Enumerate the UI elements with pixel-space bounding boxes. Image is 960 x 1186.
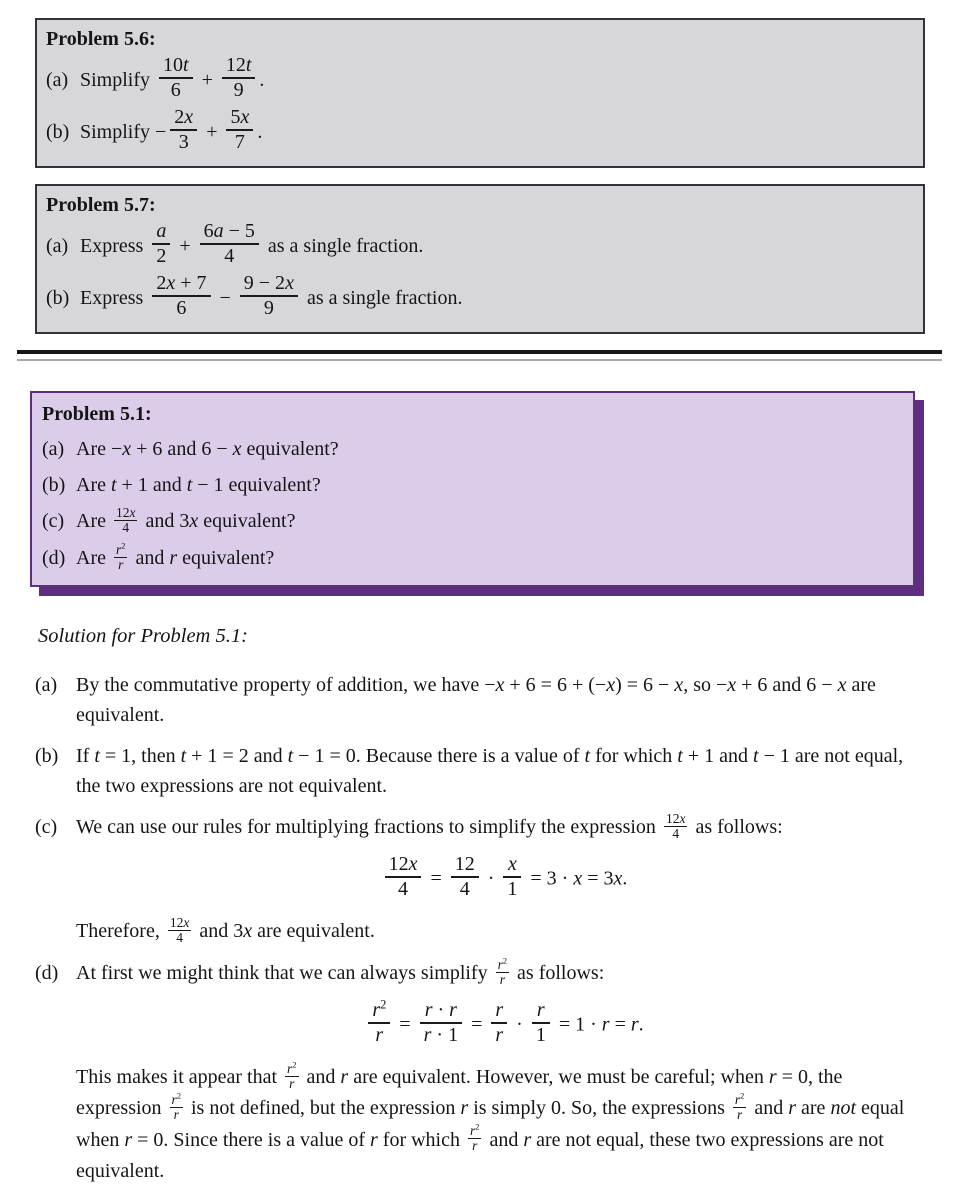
- text-run: +: [201, 120, 223, 143]
- text-run: r: [470, 1123, 476, 1139]
- fraction-numerator: [114, 543, 127, 557]
- text-run: r: [169, 547, 178, 570]
- fraction-numerator: [240, 272, 298, 295]
- part-label: (a): [35, 674, 58, 697]
- fraction-numerator: [114, 506, 138, 520]
- fraction-numerator: [468, 1124, 481, 1138]
- text-run: 5: [230, 106, 241, 128]
- text-run: − 1 are not equal, the two expressions are not equivalent.: [76, 745, 904, 798]
- text-run: 12: [665, 810, 680, 826]
- item-text: [76, 474, 321, 496]
- fraction-numerator: [451, 853, 479, 876]
- text-run: x: [285, 272, 294, 294]
- text-run: r: [124, 1128, 133, 1151]
- fraction-denominator: [114, 520, 138, 535]
- text-run: r: [460, 1097, 469, 1120]
- text-run: t: [183, 54, 189, 76]
- text-run: x: [183, 914, 190, 930]
- fraction: [240, 272, 298, 320]
- text-run: and: [130, 547, 170, 570]
- text-run: + 6 = 6 + (−: [504, 674, 607, 697]
- text-run: t: [110, 474, 117, 496]
- text-run: If: [76, 745, 95, 768]
- text-run: 4: [459, 878, 470, 901]
- text-run: −: [214, 286, 236, 309]
- part-text: [76, 812, 932, 843]
- fraction-numerator: [226, 106, 253, 129]
- text-run: r: [523, 1128, 532, 1151]
- text-run: and 3: [194, 920, 244, 943]
- text-run: x: [613, 867, 623, 890]
- fraction: [451, 853, 479, 901]
- fraction: [114, 543, 127, 572]
- text-run: = 1, then: [99, 745, 181, 768]
- item-label: (d): [42, 547, 66, 570]
- text-run: 10: [163, 54, 184, 76]
- text-run: = 1 ·: [553, 1013, 602, 1036]
- fraction: [226, 106, 253, 154]
- fraction-numerator: [503, 853, 521, 876]
- fraction-denominator: [226, 129, 253, 154]
- text-run: 2: [475, 1122, 480, 1132]
- text-run: x: [240, 106, 250, 128]
- fraction-numerator: [733, 1093, 746, 1107]
- text-run: x: [129, 504, 136, 520]
- part-text: [76, 741, 932, 801]
- text-run: x: [166, 272, 176, 294]
- text-run: x: [184, 106, 194, 128]
- problem-5-1-item-a: [42, 434, 901, 464]
- text-run: 9: [233, 79, 244, 101]
- problem-5-6-item-a: [46, 54, 911, 105]
- fraction-numerator: [152, 220, 170, 243]
- text-run: .: [257, 120, 263, 143]
- text-run: t: [584, 745, 591, 768]
- text-run: a: [156, 220, 167, 242]
- text-run: 7: [234, 131, 245, 153]
- text-run: r: [340, 1066, 349, 1089]
- text-run: 6: [203, 220, 214, 242]
- fraction-numerator: [385, 853, 422, 876]
- text-run: 12: [388, 853, 409, 876]
- text-run: as a single fraction.: [262, 234, 424, 257]
- fraction-numerator: [222, 54, 256, 77]
- text-run: r: [424, 999, 433, 1022]
- text-run: 12: [169, 914, 184, 930]
- fraction: [170, 106, 197, 154]
- text-run: is not defined, but the expression: [186, 1097, 461, 1120]
- text-run: 9: [263, 297, 274, 319]
- solution-part-b: [35, 741, 932, 801]
- text-run: x: [573, 867, 583, 890]
- text-run: 4: [122, 519, 130, 535]
- problem-5-1-title: Problem 5.1:: [42, 403, 152, 425]
- text-run: 12: [115, 504, 130, 520]
- text-run: Are: [76, 474, 111, 496]
- text-run: 12: [454, 853, 475, 876]
- text-run: = 0, the expression: [76, 1066, 843, 1120]
- section-divider: [17, 350, 942, 361]
- text-run: r: [372, 999, 381, 1022]
- fraction-numerator: [170, 106, 197, 129]
- fraction-denominator: [200, 243, 259, 268]
- fraction-numerator: [420, 999, 462, 1022]
- text-run: r: [423, 1024, 432, 1047]
- text-run: Express: [80, 286, 149, 309]
- text-run: and: [749, 1097, 789, 1120]
- equation-r-squared-over-r: [76, 997, 932, 1050]
- text-run: r: [495, 999, 504, 1022]
- fraction: [152, 220, 170, 268]
- fraction-denominator: [496, 972, 509, 987]
- text-run: t: [94, 745, 100, 768]
- text-run: Express: [80, 234, 149, 257]
- text-run: 2: [380, 997, 387, 1012]
- text-run: 1: [535, 1024, 546, 1047]
- text-run: not: [830, 1097, 856, 1120]
- fraction-denominator: [168, 930, 192, 945]
- text-run: 2: [156, 272, 167, 294]
- item-text: [80, 106, 263, 153]
- fraction-numerator: [159, 54, 193, 77]
- fraction-numerator: [152, 272, 210, 295]
- text-run: for which: [377, 1128, 465, 1151]
- problem-5-7-item-b: [46, 272, 911, 323]
- item-text: [80, 54, 265, 101]
- text-run: = 0. Since there is a value of: [132, 1128, 370, 1151]
- solution-heading: Solution for Problem 5.1:: [38, 625, 248, 648]
- text-run: − 1 equivalent?: [192, 474, 321, 496]
- item-label: (b): [46, 120, 70, 143]
- text-run: − 5: [223, 220, 255, 242]
- text-run: equivalent?: [198, 510, 296, 532]
- equation-12x-over-4: [76, 853, 932, 904]
- text-run: for which: [590, 745, 678, 768]
- text-run: 2: [121, 541, 126, 551]
- text-run: + 1 and: [116, 474, 187, 496]
- text-run: =: [425, 867, 447, 890]
- fraction-numerator: [168, 916, 192, 930]
- text-run: 9 − 2: [243, 272, 286, 294]
- text-run: r: [536, 999, 545, 1022]
- problem-box-5-7: [35, 184, 925, 334]
- text-run: 2: [174, 106, 185, 128]
- text-run: =: [609, 1013, 631, 1036]
- problem-box-5-6: [35, 18, 925, 168]
- text-run: x: [495, 674, 505, 697]
- text-run: t: [677, 745, 683, 768]
- text-run: 2: [156, 245, 167, 267]
- text-run: 2: [292, 1060, 297, 1070]
- fraction: [420, 999, 462, 1047]
- text-run: and: [301, 1066, 341, 1089]
- problem-5-7-item-a: [46, 220, 911, 271]
- text-run: Therefore,: [76, 920, 165, 943]
- text-run: 4: [176, 930, 183, 946]
- text-run: and 3: [140, 510, 190, 532]
- text-run: r: [736, 1107, 743, 1123]
- text-run: r: [497, 957, 503, 973]
- text-run: By the commutative property of addition, we have −: [76, 674, 496, 697]
- solution-part-d: [35, 958, 932, 1185]
- text-run: are equivalent. However, we must be careful; when: [348, 1066, 769, 1089]
- item-text: [80, 272, 463, 319]
- text-run: x: [837, 674, 847, 697]
- item-text: [76, 504, 296, 535]
- text-run: +: [174, 234, 196, 257]
- text-run: equivalent?: [241, 438, 339, 460]
- part-label: (c): [35, 816, 58, 839]
- text-run: Simplify: [80, 68, 156, 91]
- text-run: = 3: [582, 867, 614, 890]
- text-run: ) = 6 −: [615, 674, 675, 697]
- item-label: (a): [42, 438, 65, 460]
- text-run: · 1: [431, 1024, 459, 1047]
- text-run: as follows:: [690, 816, 783, 839]
- text-run: 2: [502, 956, 508, 966]
- text-run: .: [622, 867, 628, 890]
- problem-box-5-1: [30, 391, 915, 587]
- text-run: are not equal, these two expressions are not equivalent.: [76, 1128, 884, 1182]
- text-run: x: [408, 853, 418, 876]
- fraction-denominator: [152, 243, 170, 268]
- fraction-denominator: [285, 1076, 298, 1091]
- text-run: r: [630, 1013, 639, 1036]
- fraction-denominator: [468, 1138, 481, 1153]
- text-run: x: [232, 438, 242, 460]
- text-run: + 1 = 2 and: [186, 745, 288, 768]
- fraction: [285, 1062, 298, 1091]
- item-label: (c): [42, 510, 65, 532]
- text-run: t: [186, 474, 193, 496]
- fraction-numerator: [496, 958, 509, 972]
- fraction-denominator: [159, 77, 193, 102]
- fraction-denominator: [170, 1107, 183, 1122]
- text-run: 2: [740, 1091, 745, 1101]
- problem-5-1-item-d: [42, 543, 901, 574]
- text-run: x: [189, 510, 199, 532]
- fraction: [368, 999, 390, 1047]
- item-text: [76, 541, 275, 572]
- text-run: 4: [224, 245, 235, 267]
- text-run: equivalent?: [177, 547, 275, 570]
- problem-5-1-item-b: [42, 470, 901, 500]
- text-run: Are: [76, 547, 111, 570]
- text-run: .: [638, 1013, 644, 1036]
- fraction-denominator: [451, 876, 479, 901]
- part-label: (d): [35, 962, 59, 985]
- fraction-numerator: [170, 1093, 183, 1107]
- text-run: , so −: [683, 674, 728, 697]
- text-run: r: [173, 1107, 179, 1123]
- problem-5-1-item-c: [42, 506, 901, 537]
- text-run: − 1 = 0. Because there is a value of: [293, 745, 585, 768]
- text-run: r: [289, 1076, 295, 1092]
- text-run: x: [507, 853, 517, 876]
- text-run: ·: [432, 999, 450, 1022]
- fraction: [152, 272, 210, 320]
- fraction: [200, 220, 259, 268]
- solution-part-a: [35, 670, 932, 730]
- problem-5-6-title: Problem 5.6:: [46, 28, 156, 50]
- fraction-denominator: [733, 1107, 746, 1122]
- part-text: [76, 958, 932, 989]
- fraction: [385, 853, 422, 901]
- text-run: x: [727, 674, 737, 697]
- text-run: a: [213, 220, 224, 242]
- text-run: =: [394, 1013, 416, 1036]
- text-run: r: [375, 1024, 384, 1047]
- text-run: r: [734, 1092, 741, 1108]
- text-run: + 1 and: [682, 745, 754, 768]
- text-run: 6: [170, 79, 181, 101]
- fraction-numerator: [664, 812, 688, 826]
- fraction: [503, 853, 521, 901]
- text-run: equal when: [76, 1097, 905, 1151]
- fraction-denominator: [240, 295, 298, 320]
- text-run: x: [606, 674, 616, 697]
- text-run: +: [196, 68, 218, 91]
- solution-part-c: [35, 812, 932, 947]
- fraction: [491, 999, 507, 1047]
- text-run: r: [768, 1066, 777, 1089]
- text-run: are equivalent.: [252, 920, 375, 943]
- text-run: r: [495, 1024, 504, 1047]
- text-run: 3: [178, 131, 189, 153]
- text-run: .: [259, 68, 265, 91]
- fraction-denominator: [491, 1022, 507, 1047]
- fraction: [496, 958, 509, 987]
- part-conclusion: [76, 916, 932, 947]
- item-label: (b): [46, 286, 70, 309]
- textbook-page: [0, 18, 960, 1182]
- fraction-numerator: [285, 1062, 298, 1076]
- fraction-denominator: [222, 77, 256, 102]
- text-run: r: [472, 1138, 478, 1154]
- text-run: ·: [511, 1013, 528, 1036]
- fraction-numerator: [368, 999, 390, 1022]
- fraction-numerator: [200, 220, 259, 243]
- fraction-denominator: [368, 1022, 390, 1047]
- fraction: [664, 812, 688, 841]
- text-run: r: [788, 1097, 797, 1120]
- text-run: We can use our rules for multiplying fractions to simplify the expression: [76, 816, 661, 839]
- text-run: x: [679, 810, 686, 826]
- fraction: [170, 1093, 183, 1122]
- text-run: r: [171, 1092, 177, 1108]
- text-run: r: [370, 1128, 378, 1151]
- text-run: t: [245, 54, 252, 76]
- fraction-denominator: [152, 295, 210, 320]
- text-run: are: [796, 1097, 831, 1120]
- fraction-denominator: [170, 129, 197, 154]
- fraction-denominator: [385, 876, 422, 901]
- text-run: Are: [76, 510, 111, 532]
- fraction-denominator: [532, 1022, 550, 1047]
- text-run: 4: [398, 878, 408, 901]
- text-run: =: [466, 1013, 488, 1036]
- text-run: 2: [176, 1091, 181, 1101]
- fraction: [222, 54, 256, 102]
- text-run: r: [115, 541, 122, 557]
- item-label: (a): [46, 68, 69, 91]
- part-conclusion: [76, 1062, 932, 1185]
- text-run: t: [753, 745, 759, 768]
- fraction-denominator: [420, 1022, 462, 1047]
- text-run: This makes it appear that: [76, 1066, 283, 1089]
- text-run: r: [601, 1013, 610, 1036]
- text-run: r: [287, 1061, 293, 1077]
- text-run: 4: [672, 826, 680, 842]
- divider-thick-line: [17, 350, 942, 354]
- text-run: ·: [482, 867, 500, 890]
- text-run: + 7: [175, 272, 207, 294]
- text-run: = 3 ·: [525, 867, 574, 890]
- part-text: [76, 670, 932, 730]
- fraction-numerator: [491, 999, 507, 1022]
- text-run: t: [180, 745, 187, 768]
- text-run: x: [674, 674, 684, 697]
- text-run: is simply 0. So, the expressions: [468, 1097, 730, 1120]
- fraction: [532, 999, 550, 1047]
- text-run: At first we might think that we can always simplify: [76, 962, 493, 985]
- text-run: are equivalent.: [76, 674, 876, 727]
- fraction-numerator: [532, 999, 550, 1022]
- part-label: (b): [35, 745, 59, 768]
- fraction: [159, 54, 193, 102]
- text-run: as follows:: [512, 962, 605, 985]
- fraction: [114, 506, 138, 535]
- text-run: Are −: [76, 438, 123, 460]
- text-run: 6: [176, 297, 187, 319]
- problem-5-6-item-b: [46, 106, 911, 157]
- text-run: r: [118, 556, 124, 572]
- text-run: t: [287, 745, 294, 768]
- divider-thin-line: [17, 359, 942, 361]
- text-run: Simplify −: [80, 120, 167, 143]
- text-run: + 6 and 6 −: [131, 438, 233, 460]
- item-text: [80, 220, 424, 267]
- item-text: [76, 438, 339, 460]
- text-run: + 6 and 6 −: [736, 674, 838, 697]
- problem-5-7-title: Problem 5.7:: [46, 194, 156, 216]
- fraction: [733, 1093, 746, 1122]
- text-run: as a single fraction.: [301, 286, 463, 309]
- text-run: x: [243, 920, 253, 943]
- text-run: x: [122, 438, 132, 460]
- text-run: and: [484, 1128, 524, 1151]
- item-label: (a): [46, 234, 69, 257]
- fraction-denominator: [114, 557, 127, 572]
- fraction-denominator: [664, 826, 688, 841]
- text-run: 1: [507, 878, 518, 901]
- item-label: (b): [42, 474, 66, 496]
- text-run: 12: [225, 54, 246, 76]
- fraction: [168, 916, 192, 945]
- text-run: r: [499, 972, 505, 988]
- fraction-denominator: [503, 876, 521, 901]
- text-run: r: [449, 999, 457, 1022]
